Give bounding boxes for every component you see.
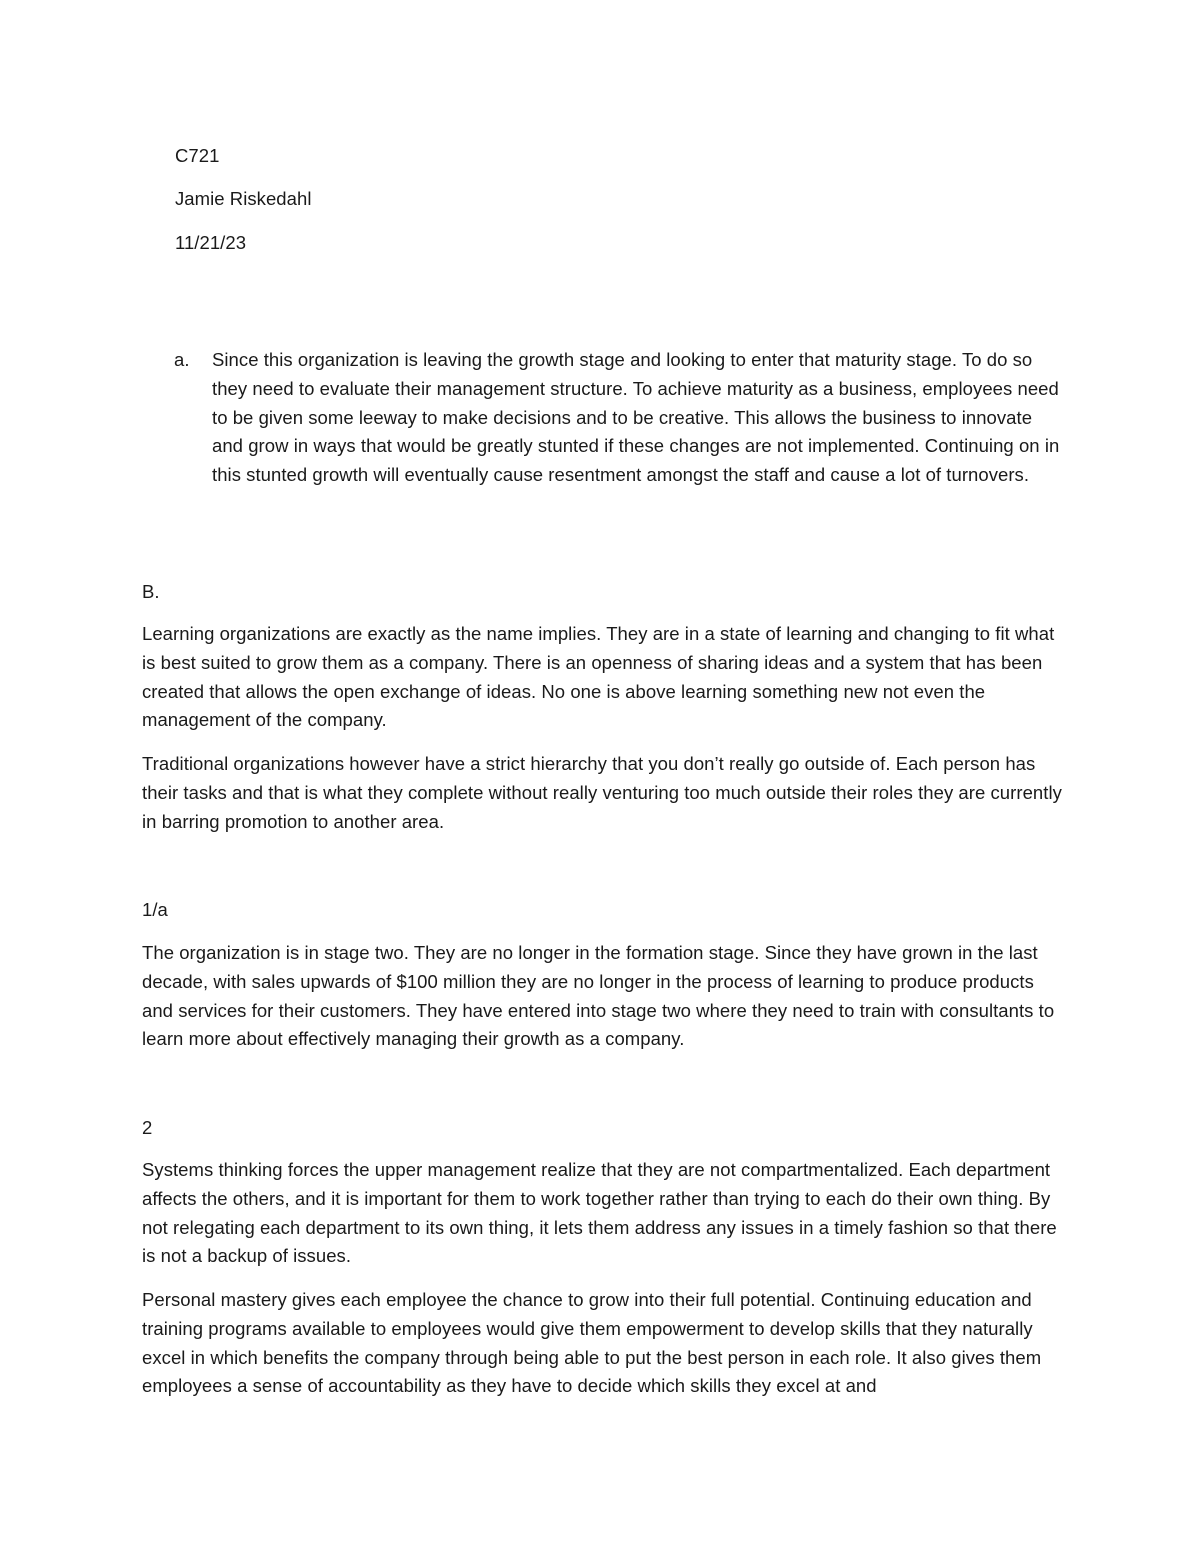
section-heading-2: 2 — [142, 1117, 153, 1138]
list-marker: a. — [174, 349, 190, 370]
section-heading-1a: 1/a — [142, 899, 168, 920]
list-item-text: Since this organization is leaving the growth stage and looking to enter that maturity stage. To do so they need to evaluate their management structure. To achieve maturity as a business, employees need to be given some leeway to make decisions and to be creative. This allows the business to innovate and grow in ways that would be greatly stunted if these changes are not implemented. Continuing on in this stunted growth will eventually cause resentment amongst the staff and cause a lot of turnovers. — [212, 349, 1060, 486]
paragraph: Learning organizations are exactly as the name implies. They are in a state of learning and changing to fit what is best suited to grow them as a company. There is an openness of sharing ideas and a system that has been created that allows the open exchange of ideas. No one is above learning something new not even the management of the company. — [142, 623, 1055, 731]
document-date: 11/21/23 — [175, 232, 247, 253]
author-name: Jamie Riskedahl — [175, 188, 312, 209]
paragraph: Systems thinking forces the upper management realize that they are not compartmentalized. Each department affects the others, and it is important for them to work together rather than trying to each do their own thing. By not relegating each department to its own thing, it lets them address any issues in a timely fashion so that there is not a backup of issues. — [142, 1159, 1057, 1267]
section-heading-b: B. — [142, 581, 160, 602]
paragraph: The organization is in stage two. They are no longer in the formation stage. Since they have grown in the last decade, with sales upwards of $100 million they are no longer in the process of learning to produce products and services for their customers. They have entered into stage two where they need to train with consultants to learn more about effectively managing their growth as a company. — [142, 942, 1055, 1050]
paragraph: Traditional organizations however have a strict hierarchy that you don’t really go outside of. Each person has their tasks and that is what they complete without really venturing too much outside their roles they are currently in barring promotion to another area. — [142, 753, 1062, 832]
course-code: C721 — [175, 145, 220, 166]
paragraph: Personal mastery gives each employee the chance to grow into their full potential. Continuing education and training programs available to employees would give them empowerment to develop skills that they naturally excel in which benefits the company through being able to put the best person in each role. It also gives them employees a sense of accountability as they have to decide which skills they excel at and — [142, 1289, 1042, 1397]
